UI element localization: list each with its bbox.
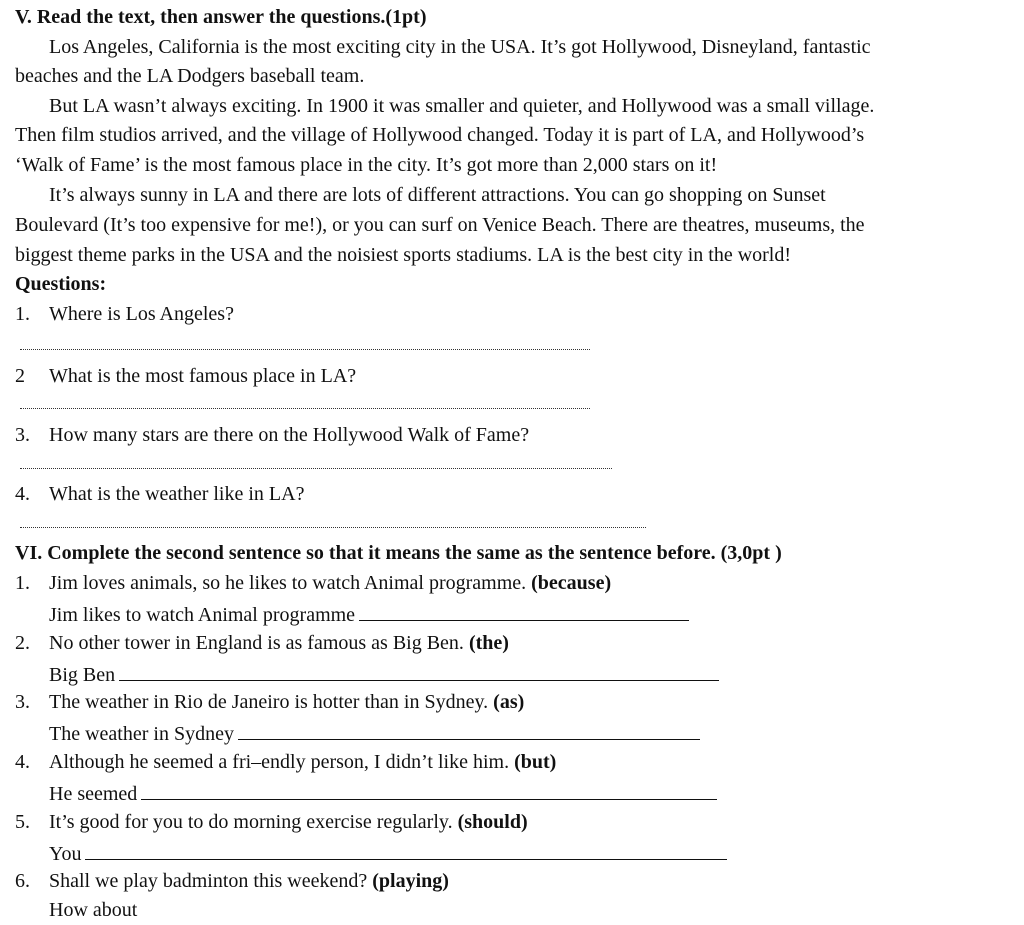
rewrite-answer-2 xyxy=(49,658,719,690)
answer-start: The weather in Sydney xyxy=(49,723,234,745)
item-number: 5. xyxy=(15,811,30,833)
rewrite-answer-1 xyxy=(49,598,689,630)
answer-start: Jim likes to watch Animal programme xyxy=(49,604,356,626)
rewrite-item-1 xyxy=(15,568,1000,598)
answer-line-3[interactable] xyxy=(20,468,612,469)
question-1 xyxy=(15,299,1000,329)
rewrite-item-4 xyxy=(15,747,1000,777)
question-text: How many stars are there on the Hollywood Walk of Fame? xyxy=(49,424,530,446)
item-number: 2. xyxy=(15,632,30,654)
question-number: 2 xyxy=(15,365,25,387)
answer-line-4[interactable] xyxy=(20,527,646,528)
rewrite-answer-3 xyxy=(49,717,700,749)
answer-line-1[interactable] xyxy=(20,349,590,350)
item-sentence: It’s good for you to do morning exercise regularly. xyxy=(49,811,453,833)
rewrite-item-6 xyxy=(15,866,1000,896)
answer-start: Big Ben xyxy=(49,664,116,686)
answer-blank-1[interactable] xyxy=(359,598,689,621)
item-sentence: The weather in Rio de Janeiro is hotter than in Sydney. xyxy=(49,691,489,713)
paragraph-3-line-3: biggest theme parks in the USA and the noisiest sports stadiums. LA is the best city in the world! xyxy=(15,244,792,266)
paragraph-1-line-2: beaches and the LA Dodgers baseball team. xyxy=(15,65,365,87)
paragraph-3-line-2: Boulevard (It’s too expensive for me!), or you can surf on Venice Beach. There are theatres, museums, the xyxy=(15,214,865,236)
answer-start: How about xyxy=(49,899,138,921)
item-keyword: (because) xyxy=(531,572,612,594)
item-keyword: (but) xyxy=(514,751,557,773)
question-text: What is the weather like in LA? xyxy=(49,483,305,505)
item-sentence: No other tower in England is as famous as Big Ben. xyxy=(49,632,464,654)
paragraph-3-line-1: It’s always sunny in LA and there are lots of different attractions. You can go shopping on Sunset xyxy=(49,184,826,206)
rewrite-item-2 xyxy=(15,628,1000,658)
item-number: 6. xyxy=(15,870,30,892)
question-number: 1. xyxy=(15,303,30,325)
paragraph-1-line-1: Los Angeles, California is the most exciting city in the USA. It’s got Hollywood, Disneyland, fantastic xyxy=(49,36,871,58)
section-5-heading: V. Read the text, then answer the questions.(1pt) xyxy=(15,6,427,28)
question-4 xyxy=(15,479,1000,509)
answer-blank-4[interactable] xyxy=(141,777,717,800)
paragraph-2-line-1: But LA wasn’t always exciting. In 1900 it was smaller and quieter, and Hollywood was a small village. xyxy=(49,95,875,117)
item-keyword: (as) xyxy=(493,691,525,713)
item-keyword: (the) xyxy=(468,632,509,654)
answer-start: He seemed xyxy=(49,783,138,805)
item-keyword: (playing) xyxy=(372,870,449,892)
answer-blank-3[interactable] xyxy=(238,717,700,740)
rewrite-item-3 xyxy=(15,687,1000,717)
item-number: 1. xyxy=(15,572,30,594)
rewrite-answer-5 xyxy=(49,837,727,869)
item-keyword: (should) xyxy=(457,811,528,833)
question-3 xyxy=(15,420,1000,450)
item-sentence: Shall we play badminton this weekend? xyxy=(49,870,368,892)
question-number: 4. xyxy=(15,483,30,505)
rewrite-answer-4 xyxy=(49,777,717,809)
section-6-heading: VI. Complete the second sentence so that it means the same as the sentence before. (3,0pt ) xyxy=(15,542,782,564)
question-number: 3. xyxy=(15,424,30,446)
question-text: Where is Los Angeles? xyxy=(49,303,234,325)
rewrite-item-5 xyxy=(15,807,1000,837)
item-sentence: Although he seemed a fri–endly person, I didn’t like him. xyxy=(49,751,510,773)
paragraph-2-line-3: ‘Walk of Fame’ is the most famous place in the city. It’s got more than 2,000 stars on it! xyxy=(15,154,718,176)
item-number: 3. xyxy=(15,691,30,713)
answer-blank-5[interactable] xyxy=(85,837,727,860)
question-text: What is the most famous place in LA? xyxy=(49,365,357,387)
answer-blank-2[interactable] xyxy=(119,658,719,681)
item-sentence: Jim loves animals, so he likes to watch Animal programme. xyxy=(49,572,527,594)
question-2 xyxy=(15,361,1000,391)
answer-line-2[interactable] xyxy=(20,408,590,409)
paragraph-2-line-2: Then film studios arrived, and the village of Hollywood changed. Today it is part of LA, and Hollywood’s xyxy=(15,124,865,146)
item-number: 4. xyxy=(15,751,30,773)
answer-start: You xyxy=(49,843,82,865)
questions-label: Questions: xyxy=(15,273,107,295)
